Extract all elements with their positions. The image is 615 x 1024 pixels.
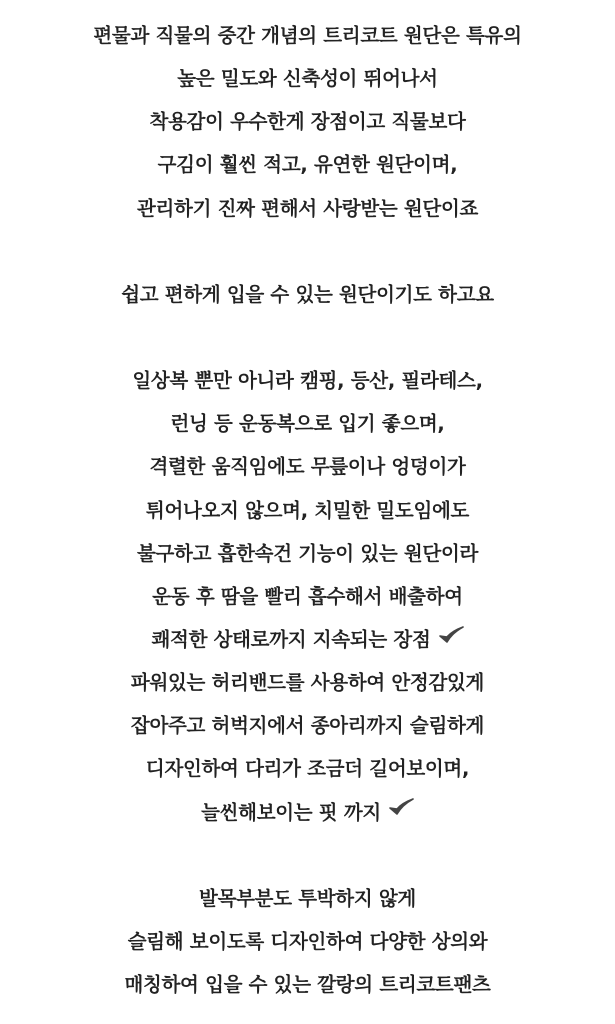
text-line-14: 운동 후 땀을 빨리 흡수해서 배출하여 <box>152 584 463 608</box>
text-line-23: 매칭하여 입을 수 있는 깔랑의 트리코트팬츠 <box>124 973 491 997</box>
text-line-21: 발목부분도 투박하지 않게 <box>199 886 416 910</box>
text-line-9: 일상복 뿐만 아니라 캠핑, 등산, 필라테스, <box>132 369 483 393</box>
text-line-15 <box>0 618 615 661</box>
checkmark-icon <box>388 789 414 832</box>
text-line-18: 디자인하여 다리가 조금더 길어보이며, <box>145 757 470 781</box>
text-line-16: 파워있는 허리밴드를 사용하여 안정감있게 <box>130 671 485 695</box>
text-line-19-text: 늘씬해보이는 핏 까지 <box>201 800 381 824</box>
blank-line <box>0 316 615 359</box>
text-line-15-text: 쾌적한 상태로까지 지속되는 장점 <box>151 627 431 651</box>
text-line-13: 불구하고 흡한속건 기능이 있는 원단이라 <box>136 541 479 565</box>
blank-line <box>0 834 615 877</box>
text-line-17: 잡아주고 허벅지에서 종아리까지 슬림하게 <box>130 714 485 738</box>
text-line-10: 런닝 등 운동복으로 입기 좋으며, <box>170 412 445 436</box>
document-body <box>0 14 615 1006</box>
text-line-19 <box>0 791 615 834</box>
text-line-5: 관리하기 진짜 편해서 사랑받는 원단이죠 <box>136 196 479 220</box>
text-line-22: 슬림해 보이도록 디자인하여 다양한 상의와 <box>127 929 488 953</box>
text-line-4: 구김이 훨씬 적고, 유연한 원단이며, <box>157 153 458 177</box>
text-line-12: 튀어나오지 않으며, 치밀한 밀도임에도 <box>145 498 470 522</box>
text-line-3: 착용감이 우수한게 장점이고 직물보다 <box>149 110 466 134</box>
text-line-1: 편물과 직물의 중간 개념의 트리코트 원단은 특유의 <box>93 24 522 47</box>
text-line-7: 쉽고 편하게 입을 수 있는 원단이기도 하고요 <box>121 282 494 306</box>
text-line-2: 높은 밀도와 신축성이 뛰어나서 <box>177 67 438 91</box>
blank-line <box>0 230 615 273</box>
text-line-11: 격렬한 움직임에도 무릎이나 엉덩이가 <box>149 455 466 479</box>
checkmark-icon <box>438 617 464 660</box>
